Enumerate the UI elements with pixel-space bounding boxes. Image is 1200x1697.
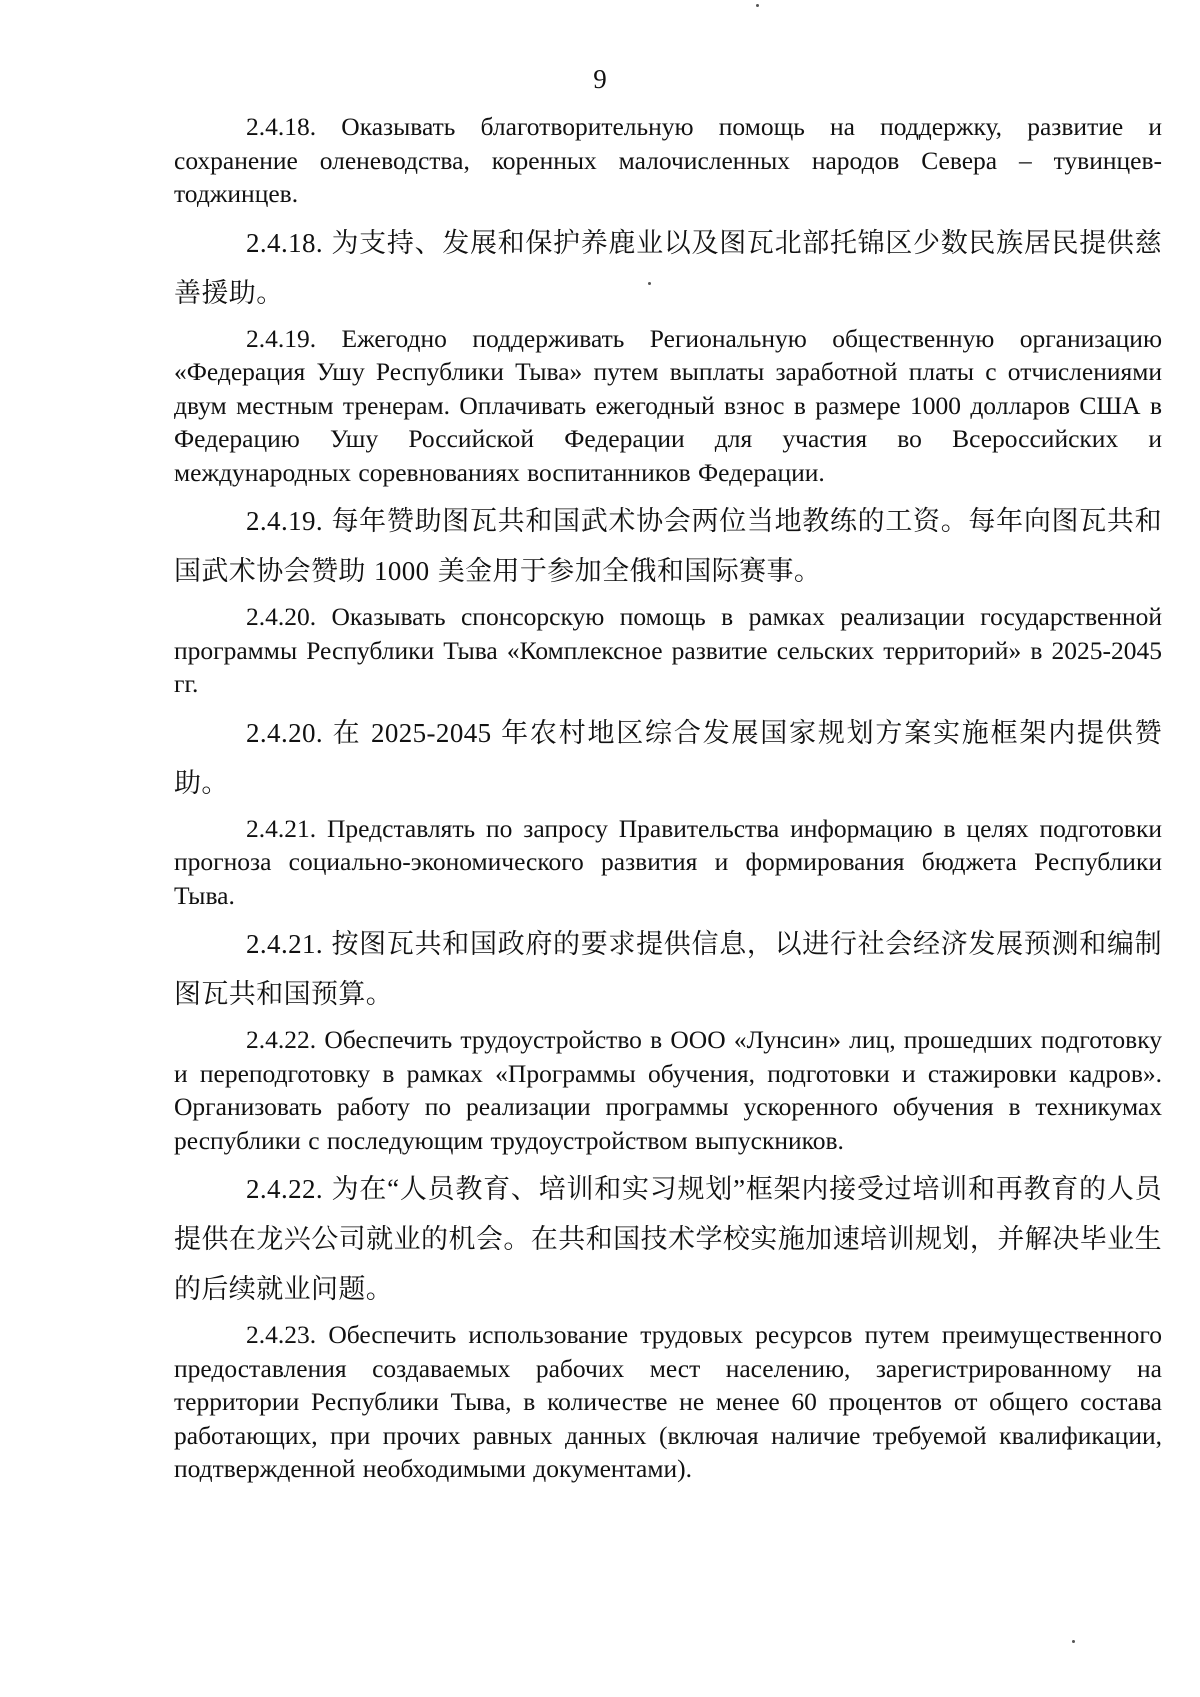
scan-speck [756, 4, 759, 7]
scan-speck [648, 282, 651, 285]
paragraph-2-4-18-ru: 2.4.18. Оказывать благотворительную помощь на поддержку, развитие и сохранение оленеводства, коренных малочисленных народов Севера – тувинцев-тоджинцев. [174, 112, 1162, 208]
paragraph-2-4-19-zh: 2.4.19. 每年赞助图瓦共和国武术协会两位当地教练的工资。每年向图瓦共和国武术协会赞助 1000 美金用于参加全俄和国际赛事。 [174, 506, 1162, 586]
scan-speck [1072, 1640, 1075, 1643]
document-body [174, 110, 1162, 1495]
paragraph-2-4-20-zh: 2.4.20. 在 2025-2045 年农村地区综合发展国家规划方案实施框架内提供赞助。 [174, 717, 1162, 798]
paragraph-2-4-21-zh: 2.4.21. 按图瓦共和国政府的要求提供信息，以进行社会经济发展预测和编制图瓦共和国预算。 [174, 929, 1162, 1009]
paragraph-2-4-20-ru: 2.4.20. Оказывать спонсорскую помощь в рамках реализации государственной программы Республики Тыва «Комплексное развитие сельских территорий» в 2025-2045 гг. [174, 602, 1162, 698]
paragraph-2-4-22-ru: 2.4.22. Обеспечить трудоустройство в ООО «Лунсин» лиц, прошедших подготовку и переподготовку в рамках «Программы обучения, подготовки и стажировки кадров». Организовать работу по реализации программы ускоренного обучения в техникумах республики с последующим трудоустройством выпускников. [174, 1025, 1162, 1155]
paragraph-2-4-19-ru: 2.4.19. Ежегодно поддерживать Региональную общественную организацию «Федерация Ушу Республики Тыва» путем выплаты заработной платы с отчислениями двум местным тренерам. Оплачивать ежегодный взнос в размере 1000 долларов США в Федерацию Ушу Российской Федерации для участия во Всероссийских и международных соревнованиях воспитанников Федерации. [174, 323, 1162, 487]
paragraph-2-4-22-zh: 2.4.22. 为在“人员教育、培训和实习规划”框架内接受过培训和再教育的人员提供在龙兴公司就业的机会。在共和国技术学校实施加速培训规划，并解决毕业生的后续就业问题。 [174, 1174, 1162, 1304]
paragraph-2-4-18-zh: 2.4.18. 为支持、发展和保护养鹿业以及图瓦北部托锦区少数民族居民提供慈善援助。 [174, 227, 1162, 308]
paragraph-2-4-21-ru: 2.4.21. Представлять по запросу Правительства информацию в целях подготовки прогноза социально-экономического развития и формирования бюджета Республики Тыва. [174, 813, 1162, 910]
page-number: 9 [593, 64, 607, 94]
paragraph-2-4-23-ru: 2.4.23. Обеспечить использование трудовых ресурсов путем преимущественного предоставления создаваемых рабочих мест населению, зарегистрированному на территории Республики Тыва, в количестве не менее 60 процентов от общего состава работающих, при прочих равных данных (включая наличие требуемой квалификации, подтвержденной необходимыми документами). [174, 1320, 1162, 1483]
